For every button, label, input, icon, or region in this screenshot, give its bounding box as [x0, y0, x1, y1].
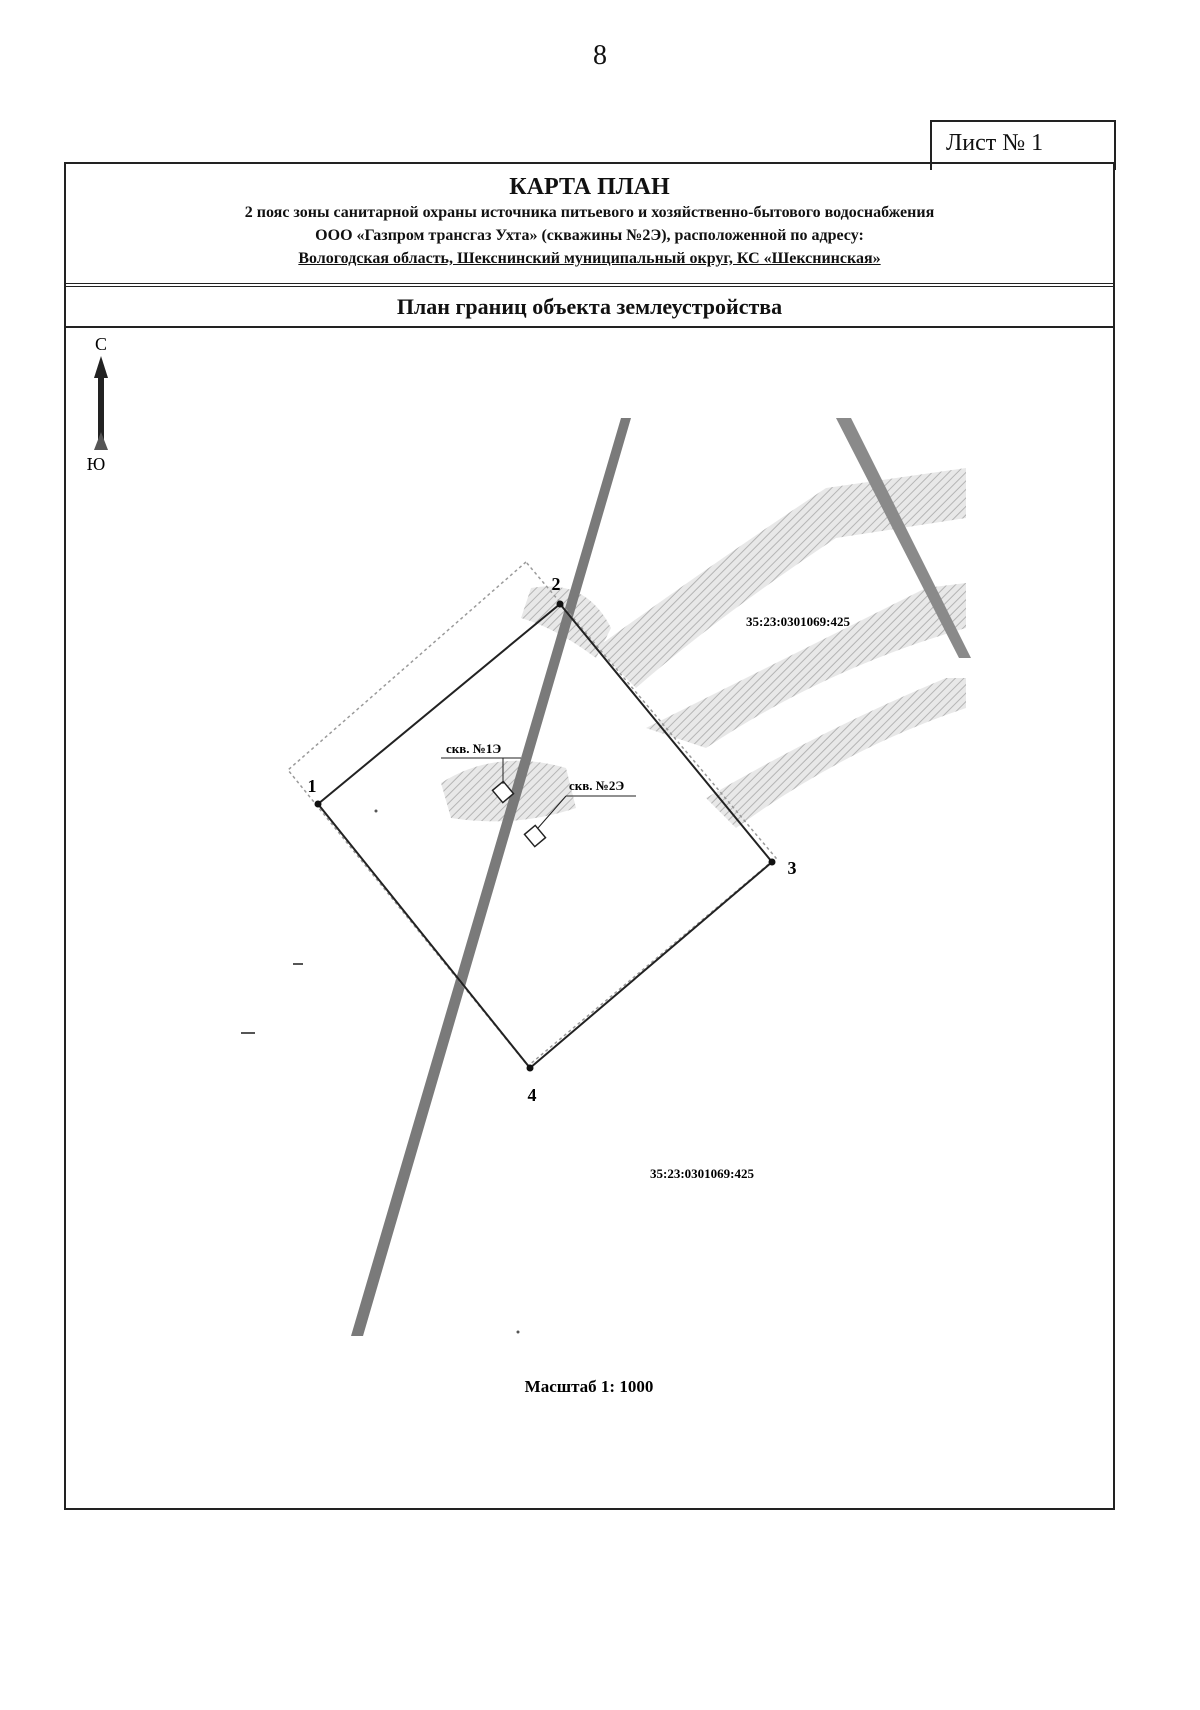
north-arrow-icon	[87, 334, 108, 474]
point-marker-2	[557, 601, 564, 608]
compass-north-label: С	[94, 334, 108, 354]
point-label-1: 1	[307, 776, 317, 796]
parcel-label-lower: 35:23:0301069:425	[650, 1166, 754, 1181]
parcel-label-upper: 35:23:0301069:425	[746, 614, 850, 629]
point-marker-3	[769, 859, 776, 866]
point-marker-1	[315, 801, 322, 808]
point-marker-4	[527, 1065, 534, 1072]
map-drawing	[66, 328, 1113, 1508]
map-header	[66, 164, 1113, 284]
header-line-1: 2 пояс зоны санитарной охраны источника питьевого и хозяйственно-бытового водоснабжения	[244, 204, 935, 221]
point-label-3: 3	[787, 858, 797, 878]
map-subheader: План границ объекта землеустройства	[66, 286, 1113, 328]
map-area	[66, 328, 1113, 1510]
well-1-label: скв. №1Э	[446, 741, 502, 756]
compass-south-label: Ю	[86, 454, 106, 474]
well-2-label: скв. №2Э	[569, 778, 625, 793]
point-label-4: 4	[527, 1085, 537, 1105]
page-number: 8	[593, 40, 607, 71]
point-label-2: 2	[551, 574, 561, 594]
road-strip-diagonal	[351, 418, 631, 1336]
map-scale: Масштаб 1: 1000	[524, 1377, 654, 1396]
map-frame	[64, 162, 1115, 1510]
header-line-2: ООО «Газпром трансгаз Ухта» (скважины №2Э), расположенной по адресу:	[315, 227, 864, 244]
well-2-icon	[524, 825, 545, 846]
header-line-3: Вологодская область, Шекснинский муниципальный округ, КС «Шекснинская»	[298, 250, 881, 267]
map-title: КАРТА ПЛАН	[509, 174, 670, 200]
sheet-label: Лист № 1	[946, 130, 1044, 156]
